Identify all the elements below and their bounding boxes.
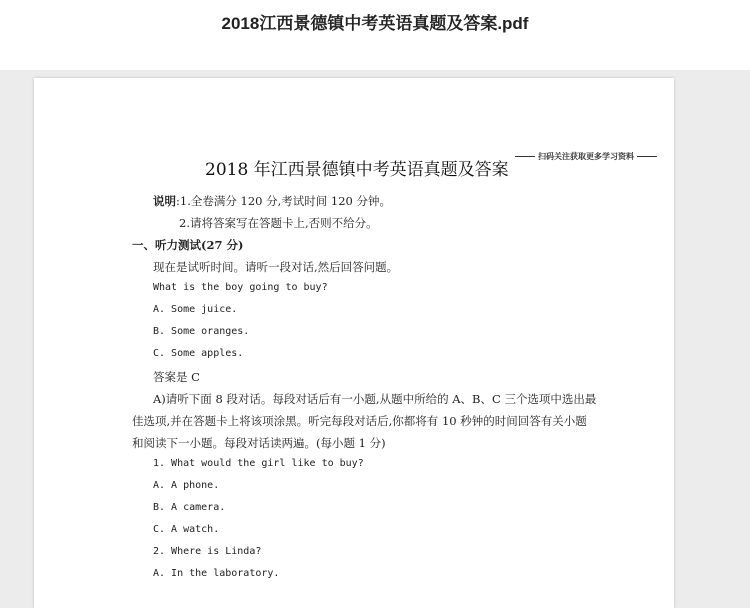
promo-rule-right — [637, 156, 657, 157]
document-page — [34, 78, 674, 608]
sample-option-b: B. Some oranges. — [153, 326, 250, 337]
question-1: 1. What would the girl like to buy? — [153, 458, 364, 469]
sample-option-c: C. Some apples. — [153, 348, 244, 359]
note-label: 说明 — [153, 194, 176, 208]
promo-text: 扫码关注获取更多学习资料 — [538, 152, 634, 161]
part-a-instruction-2: 佳选项,并在答题卡上将该项涂黑。听完每段对话后,你都将有 10 秒钟的时间回答有关小题 — [132, 414, 587, 428]
sample-question: What is the boy going to buy? — [153, 282, 328, 293]
section-heading: 一、听力测试(27 分) — [132, 238, 244, 252]
file-title: 2018江西景德镇中考英语真题及答案.pdf — [221, 14, 529, 33]
question-2: 2. Where is Linda? — [153, 546, 262, 557]
note-line-2: 2.请将答案写在答题卡上,否则不给分。 — [179, 216, 378, 230]
part-a-instruction-3: 和阅读下一小题。每段对话读两遍。(每小题 1 分) — [132, 436, 386, 450]
sample-option-a: A. Some juice. — [153, 304, 238, 315]
question-1-option-c: C. A watch. — [153, 524, 220, 535]
note-text-1: :1.全卷满分 120 分,考试时间 120 分钟。 — [176, 194, 392, 208]
promo-rule-left — [515, 156, 535, 157]
question-1-option-a: A. A phone. — [153, 480, 220, 491]
part-a-instruction-1: A)请听下面 8 段对话。每段对话后有一小题,从题中所给的 A、B、C 三个选项中选出最 — [153, 392, 597, 406]
question-2-option-a: A. In the laboratory. — [153, 568, 280, 579]
sample-answer: 答案是 C — [153, 370, 200, 384]
note-line-1 — [153, 193, 391, 209]
promo-banner — [512, 151, 660, 162]
document-title: 2018 年江西景德镇中考英语真题及答案 — [205, 160, 509, 180]
intro-text: 现在是试听时间。请听一段对话,然后回答问题。 — [153, 260, 399, 274]
question-1-option-b: B. A camera. — [153, 502, 226, 513]
viewer-header — [0, 0, 750, 70]
